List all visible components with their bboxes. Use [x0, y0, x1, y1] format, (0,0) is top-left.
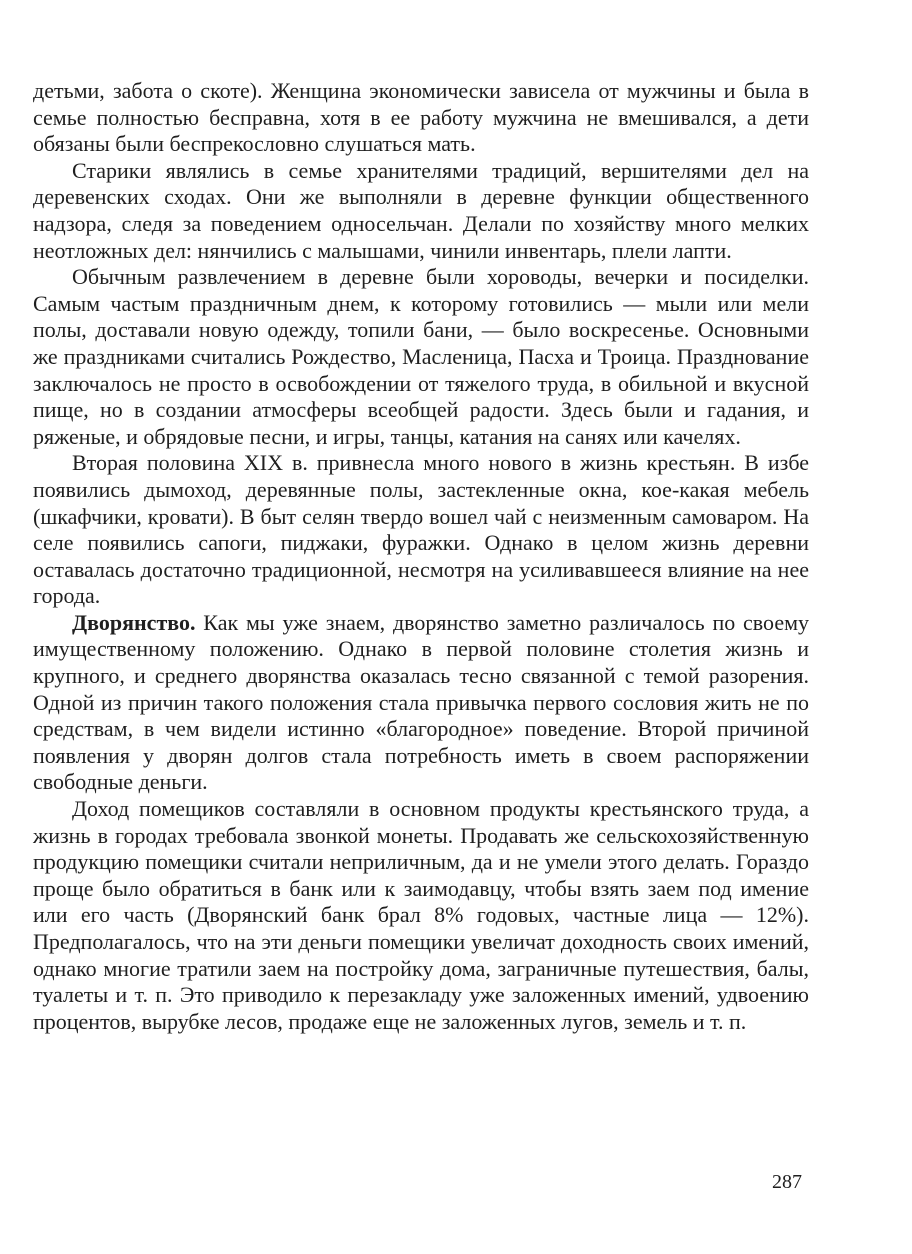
- section-heading-nobility: Дворянство.: [72, 609, 196, 635]
- paragraph-3-text: Обычным развлечением в деревне были хороводы, вечерки и посиделки. Самым частым праздничным днем, к которому готовились — мыли или мели полы, доставали новую одежду, топили бани, — было воскресенье. Основными же праздниками считались Рождество, Масленица, Пасха и Троица. Празднование заключалось не просто в освобождении от тяжелого труда, в обильной и вкусной пище, но в создании атмосферы всеобщей радости. Здесь были и гадания, и ряженые, и обрядовые песни, и игры, танцы, катания на санях или качелях.: [33, 264, 809, 449]
- paragraph-6: [33, 796, 809, 1035]
- page-body: [33, 78, 809, 1035]
- paragraph-6-text: Доход помещиков составляли в основном продукты крестьянского труда, а жизнь в городах требовала звонкой монеты. Продавать же сельскохозяйственную продукцию помещики считали неприличным, да и не умели этого делать. Гораздо проще было обратиться в банк или к заимодавцу, чтобы взять заем под имение или его часть (Дворянский банк брал 8% годовых, частные лица — 12%). Предполагалось, что на эти деньги помещики увеличат доходность своих имений, однако многие тратили заем на постройку дома, заграничные путешествия, балы, туалеты и т. п. Это приводило к перезакладу уже заложенных имений, удвоению процентов, вырубке лесов, продаже еще не заложенных лугов, земель и т. п.: [33, 796, 809, 1034]
- paragraph-1-text: детьми, забота о скоте). Женщина экономически зависела от мужчины и была в семье полностью бесправна, хотя в ее работу мужчина не вмешивался, а дети обязаны были беспрекословно слушаться мать.: [33, 78, 809, 157]
- paragraph-3: [33, 264, 809, 450]
- paragraph-2-text: Старики являлись в семье хранителями традиций, вершителями дел на деревенских сходах. Они же выполняли в деревне функции общественного надзора, следя за поведением односельчан. Делали по хозяйству много мелких неотложных дел: нянчились с малышами, чинили инвентарь, плели лапти.: [33, 157, 809, 263]
- paragraph-4-text: Вторая половина XIX в. привнесла много нового в жизнь крестьян. В избе появились дымоход, деревянные полы, застекленные окна, кое-какая мебель (шкафчики, кровати). В быт селян твердо вошел чай с неизменным самоваром. На селе появились сапоги, пиджаки, фуражки. Однако в целом жизнь деревни оставалась достаточно традиционной, несмотря на усиливавшееся влияние на нее города.: [33, 450, 809, 609]
- paragraph-4: [33, 450, 809, 610]
- paragraph-5-text: Как мы уже знаем, дворянство заметно различалось по своему имущественному положению. Однако в первой половине столетия жизнь и крупного, и среднего дворянства оказалась тесно связанной с темой разорения. Одной из причин такого положения стала привычка первого сословия жить не по средствам, в чем видели истинно «благородное» поведение. Второй причиной появления у дворян долгов стала потребность иметь в своем распоряжении свободные деньги.: [33, 609, 809, 795]
- paragraph-1: [33, 78, 809, 158]
- paragraph-5: [33, 610, 809, 796]
- paragraph-2: [33, 158, 809, 264]
- page-number: 287: [772, 1171, 802, 1193]
